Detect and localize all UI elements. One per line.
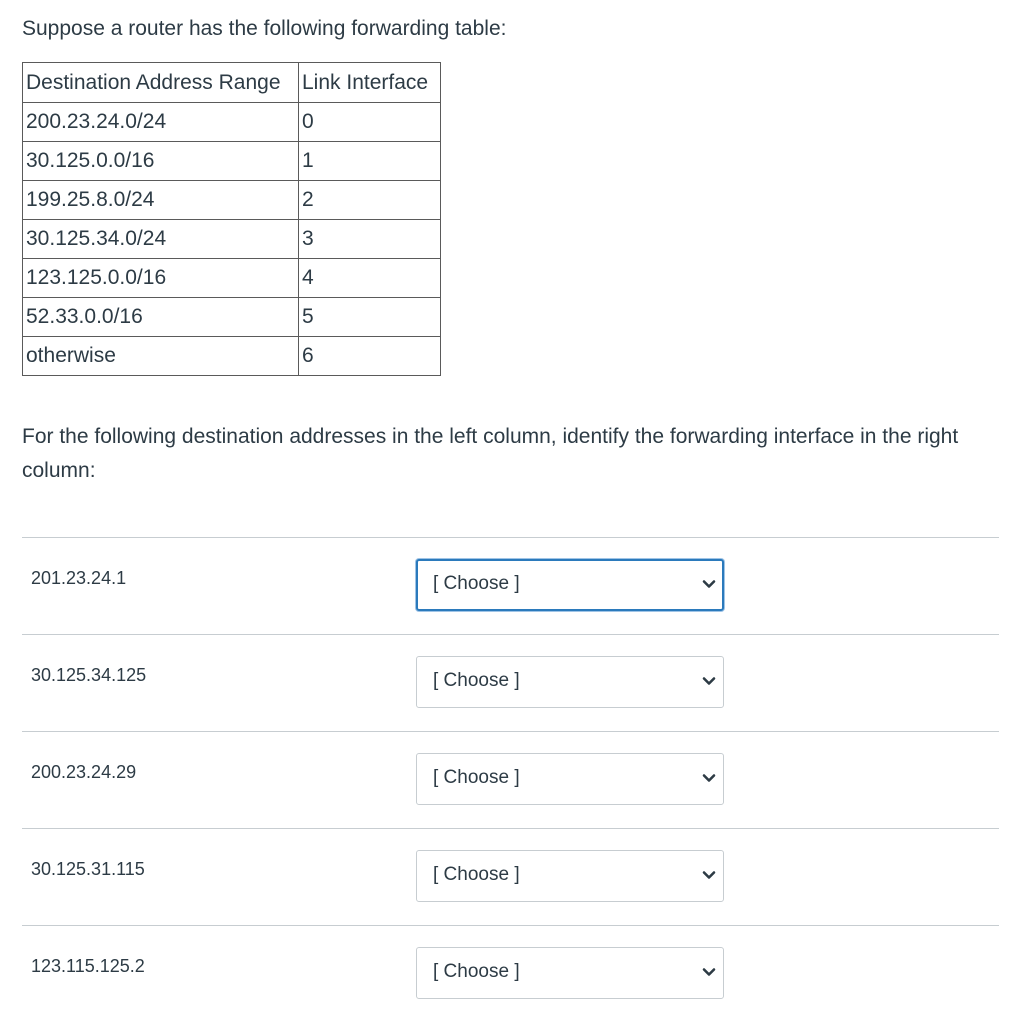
destination-address: 30.125.31.115 (31, 859, 145, 879)
destination-cell: 200.23.24.0/24 (23, 103, 299, 142)
chevron-down-icon (702, 868, 716, 882)
interface-cell: 6 (299, 337, 441, 376)
table-header-row (23, 63, 441, 103)
question-prompt: For the following destination addresses in the left column, identify the forwarding interface in the right column: (22, 425, 959, 482)
table-row (23, 298, 441, 337)
select-value: [ Choose ] (433, 573, 520, 594)
interface-cell: 1 (299, 142, 441, 181)
match-row (22, 828, 999, 925)
table-row (23, 103, 441, 142)
chevron-down-icon (702, 577, 716, 591)
table-row (23, 337, 441, 376)
select-value: [ Choose ] (433, 767, 520, 788)
interface-select[interactable] (416, 656, 724, 708)
question-intro: Suppose a router has the following forwarding table: (22, 17, 507, 40)
table-row (23, 142, 441, 181)
select-value: [ Choose ] (433, 864, 520, 885)
table-row (23, 259, 441, 298)
destination-cell: otherwise (23, 337, 299, 376)
destination-address: 201.23.24.1 (31, 568, 127, 588)
interface-cell: 4 (299, 259, 441, 298)
interface-select[interactable] (416, 850, 724, 902)
match-row (22, 634, 999, 731)
destination-cell: 52.33.0.0/16 (23, 298, 299, 337)
select-value: [ Choose ] (433, 670, 520, 691)
destination-address: 123.115.125.2 (31, 956, 145, 976)
interface-cell: 3 (299, 220, 441, 259)
select-value: [ Choose ] (433, 961, 520, 982)
destination-cell: 199.25.8.0/24 (23, 181, 299, 220)
destination-address: 200.23.24.29 (31, 762, 137, 782)
match-row (22, 925, 999, 1022)
destination-address: 30.125.34.125 (31, 665, 147, 685)
destination-cell: 30.125.0.0/16 (23, 142, 299, 181)
interface-cell: 5 (299, 298, 441, 337)
interface-select[interactable] (416, 559, 724, 611)
interface-cell: 0 (299, 103, 441, 142)
header-link-interface: Link Interface (299, 63, 441, 103)
table-row (23, 220, 441, 259)
destination-cell: 123.125.0.0/16 (23, 259, 299, 298)
matching-list (22, 537, 999, 1022)
match-row (22, 537, 999, 634)
interface-cell: 2 (299, 181, 441, 220)
chevron-down-icon (702, 771, 716, 785)
match-row (22, 731, 999, 828)
interface-select[interactable] (416, 947, 724, 999)
table-row (23, 181, 441, 220)
destination-cell: 30.125.34.0/24 (23, 220, 299, 259)
interface-select[interactable] (416, 753, 724, 805)
header-destination-range: Destination Address Range (23, 63, 299, 103)
chevron-down-icon (702, 965, 716, 979)
forwarding-table (22, 62, 441, 376)
chevron-down-icon (702, 674, 716, 688)
